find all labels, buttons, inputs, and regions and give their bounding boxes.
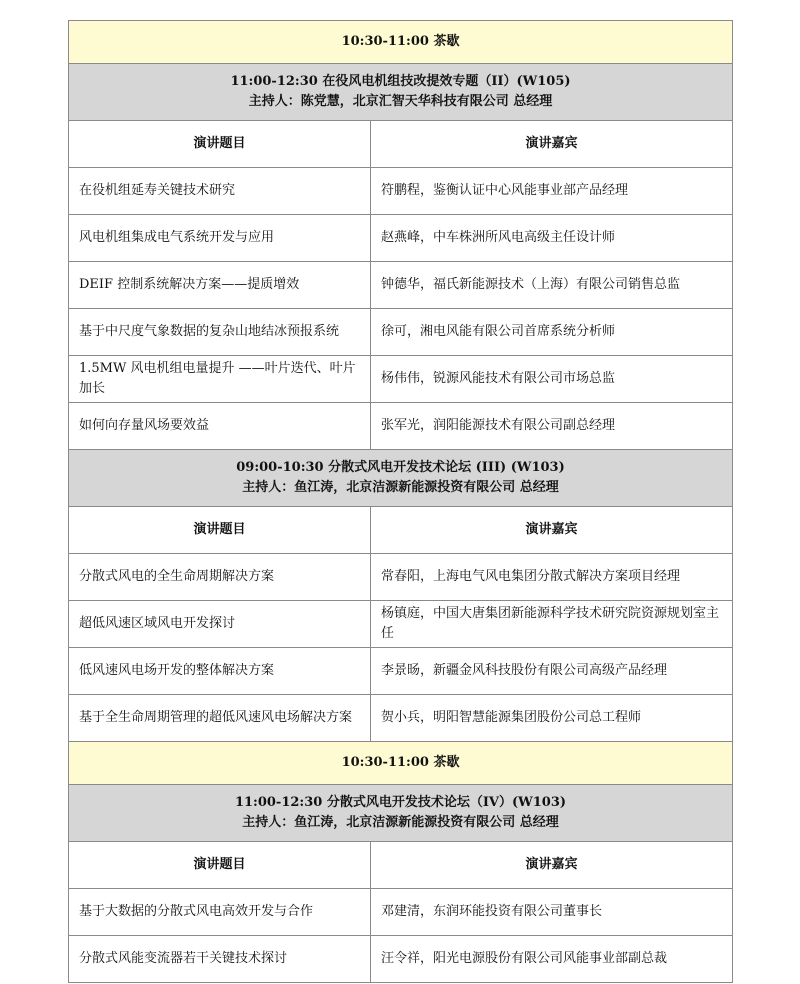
talk-speaker: 汪令祥，阳光电源股份有限公司风能事业部副总裁 (371, 936, 733, 983)
talk-speaker: 徐可，湘电风能有限公司首席系统分析师 (371, 309, 733, 356)
session-header (69, 450, 733, 507)
column-header-row (69, 121, 733, 168)
talk-topic: DEIF 控制系统解决方案——提质增效 (69, 262, 371, 309)
talk-topic: 分散式风能变流器若干关键技术探讨 (69, 936, 371, 983)
table-row (69, 648, 733, 695)
column-header-row (69, 507, 733, 554)
tea-break-row (69, 21, 733, 64)
talk-speaker: 符鹏程，鉴衡认证中心风能事业部产品经理 (371, 168, 733, 215)
talk-topic: 1.5MW 风电机组电量提升 ——叶片迭代、叶片加长 (69, 356, 371, 403)
talk-speaker: 钟德华，福氏新能源技术（上海）有限公司销售总监 (371, 262, 733, 309)
tea-break-title: 10:30-11:00 茶歇 (69, 742, 733, 785)
talk-speaker: 赵燕峰，中车株洲所风电高级主任设计师 (371, 215, 733, 262)
session-header-row (69, 785, 733, 842)
table-row (69, 309, 733, 356)
tea-break-row (69, 742, 733, 785)
talk-topic: 风电机组集成电气系统开发与应用 (69, 215, 371, 262)
table-row (69, 356, 733, 403)
talk-topic: 分散式风电的全生命周期解决方案 (69, 554, 371, 601)
table-row (69, 168, 733, 215)
talk-speaker: 贺小兵，明阳智慧能源集团股份公司总工程师 (371, 695, 733, 742)
agenda-table (68, 20, 733, 983)
table-row (69, 889, 733, 936)
column-header-topic: 演讲题目 (69, 842, 371, 889)
session-host: 主持人：鱼江涛，北京洁源新能源投资有限公司 总经理 (242, 480, 559, 495)
column-header-topic: 演讲题目 (69, 507, 371, 554)
talk-speaker: 杨镇庭，中国大唐集团新能源科学技术研究院资源规划室主任 (371, 601, 733, 648)
talk-topic: 超低风速区域风电开发探讨 (69, 601, 371, 648)
session-host: 主持人：陈党慧，北京汇智天华科技有限公司 总经理 (248, 94, 553, 109)
talk-speaker: 李景旸，新疆金风科技股份有限公司高级产品经理 (371, 648, 733, 695)
table-row (69, 554, 733, 601)
table-row (69, 695, 733, 742)
talk-topic: 基于大数据的分散式风电高效开发与合作 (69, 889, 371, 936)
column-header-speaker: 演讲嘉宾 (371, 507, 733, 554)
session-header-row (69, 64, 733, 121)
talk-speaker: 张军光，润阳能源技术有限公司副总经理 (371, 403, 733, 450)
talk-topic: 在役机组延寿关键技术研究 (69, 168, 371, 215)
table-row (69, 215, 733, 262)
column-header-topic: 演讲题目 (69, 121, 371, 168)
session-title: 09:00-10:30 分散式风电开发技术论坛 (III) (W103) (236, 460, 565, 475)
talk-topic: 如何向存量风场要效益 (69, 403, 371, 450)
session-host: 主持人：鱼江涛，北京洁源新能源投资有限公司 总经理 (242, 815, 559, 830)
table-row (69, 262, 733, 309)
talk-speaker: 杨伟伟，锐源风能技术有限公司市场总监 (371, 356, 733, 403)
session-title: 11:00-12:30 分散式风电开发技术论坛（IV）(W103) (234, 795, 567, 810)
talk-speaker: 常春阳，上海电气风电集团分散式解决方案项目经理 (371, 554, 733, 601)
session-title: 11:00-12:30 在役风电机组技改提效专题（II）(W105) (230, 74, 571, 89)
talk-topic: 基于中尺度气象数据的复杂山地结冰预报系统 (69, 309, 371, 356)
talk-topic: 低风速风电场开发的整体解决方案 (69, 648, 371, 695)
table-row (69, 601, 733, 648)
column-header-speaker: 演讲嘉宾 (371, 842, 733, 889)
column-header-row (69, 842, 733, 889)
talk-speaker: 邓建清，东润环能投资有限公司董事长 (371, 889, 733, 936)
tea-break-title: 10:30-11:00 茶歇 (69, 21, 733, 64)
session-header (69, 785, 733, 842)
session-header-row (69, 450, 733, 507)
table-row (69, 403, 733, 450)
column-header-speaker: 演讲嘉宾 (371, 121, 733, 168)
session-header (69, 64, 733, 121)
talk-topic: 基于全生命周期管理的超低风速风电场解决方案 (69, 695, 371, 742)
table-row (69, 936, 733, 983)
